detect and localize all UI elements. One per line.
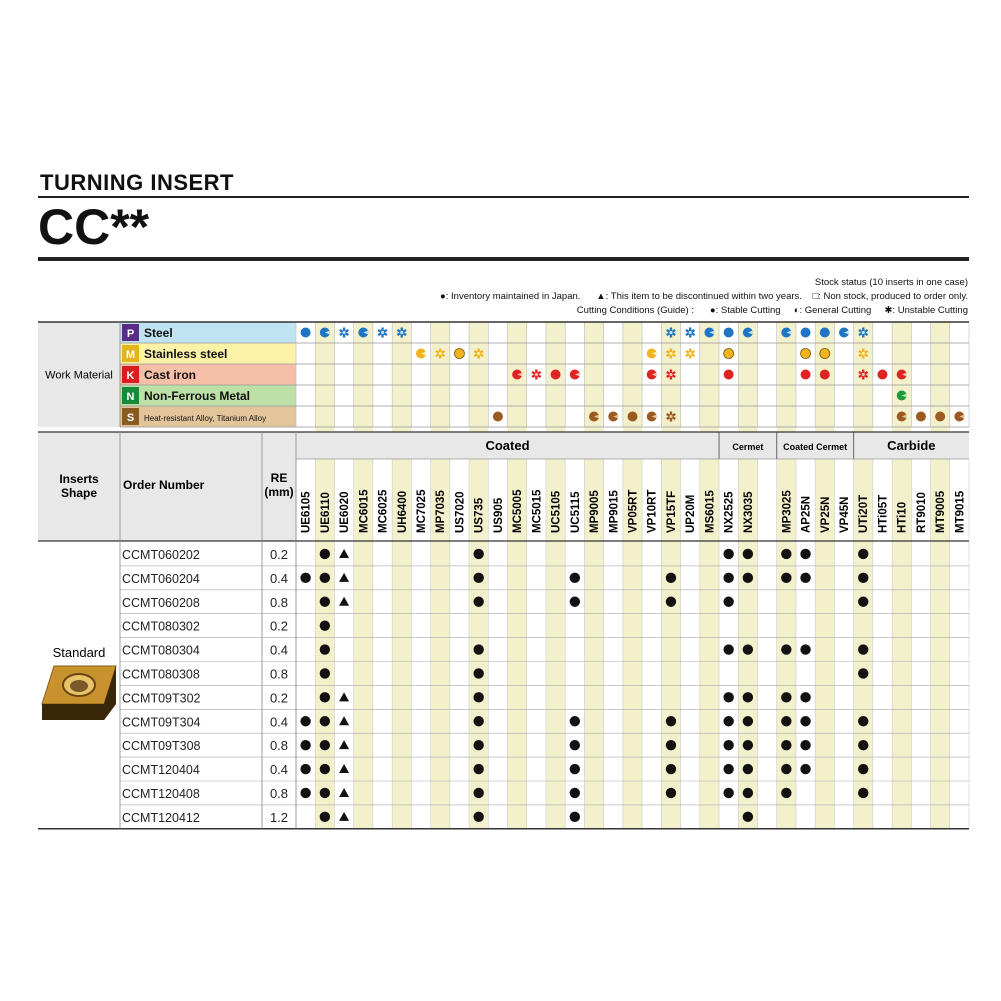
discontinue-triangle xyxy=(339,597,349,606)
category-title: TURNING INSERT xyxy=(40,170,234,195)
stock-dot xyxy=(320,597,330,607)
re-value: 0.8 xyxy=(269,594,289,610)
unstable-cutting-center xyxy=(669,373,672,376)
column-stripe xyxy=(623,322,642,829)
grade-name: UC5115 xyxy=(569,491,582,533)
grade-name: US735 xyxy=(473,497,486,533)
grade-name: UE6110 xyxy=(319,492,332,533)
stock-dot xyxy=(743,740,753,750)
grade-name: UH6400 xyxy=(396,490,409,533)
shape-name: Standard xyxy=(52,645,106,660)
unstable-cutting-center xyxy=(342,331,345,334)
insert-hole-inner xyxy=(70,680,88,692)
discontinued-note: ▲: This item to be discontinued within two years. xyxy=(596,291,802,302)
stock-dot xyxy=(800,764,810,774)
material-code: N xyxy=(126,391,135,403)
grade-name: NX3035 xyxy=(742,491,755,533)
order-number: CCMT09T302 xyxy=(122,691,201,706)
stock-dot xyxy=(723,597,733,607)
grade-name: VP25N xyxy=(819,496,832,533)
unstable-cutting-center xyxy=(400,331,403,334)
unstable-cutting-center xyxy=(535,373,538,376)
stock-dot xyxy=(723,764,733,774)
stock-dot xyxy=(858,740,868,750)
order-number: CCMT060204 xyxy=(122,571,200,586)
stable-cutting-mark xyxy=(801,349,811,359)
grade-name: UTi20T xyxy=(858,494,871,533)
grade-name: RT9010 xyxy=(915,492,928,533)
re-value: 0.4 xyxy=(269,570,289,586)
stock-dot xyxy=(781,788,791,798)
stock-dot xyxy=(723,644,733,654)
discontinue-triangle xyxy=(339,573,349,582)
re-value: 0.2 xyxy=(269,547,289,562)
unstable-cutting-center xyxy=(689,331,692,334)
stock-dot xyxy=(320,620,330,630)
grade-name: HTi10 xyxy=(896,501,909,533)
stable-cutting-mark xyxy=(724,349,734,359)
stock-dot xyxy=(300,573,310,583)
stock-dot xyxy=(320,788,330,798)
stable-cutting-mark xyxy=(801,328,811,338)
material-code: M xyxy=(125,349,136,361)
stock-dot xyxy=(743,788,753,798)
material-name: Steel xyxy=(144,326,173,340)
stock-dot xyxy=(320,812,330,822)
stable-cutting-mark xyxy=(724,370,734,380)
stock-dot xyxy=(320,716,330,726)
stock-dot xyxy=(800,573,810,583)
stock-dot xyxy=(723,692,733,702)
order-number: CCMT120404 xyxy=(122,763,200,778)
stock-dot xyxy=(473,573,483,583)
stock-dot xyxy=(570,597,580,607)
stock-dot xyxy=(781,549,791,559)
grade-name: MP9005 xyxy=(589,490,602,533)
re-value: 0.2 xyxy=(269,618,289,634)
material-code: K xyxy=(126,370,135,382)
stock-status-note: Stock status (10 inserts in one case) xyxy=(814,277,968,288)
grade-name: MC5015 xyxy=(531,489,544,533)
inserts-shape-label: Inserts xyxy=(59,472,99,486)
column-stripe xyxy=(431,322,450,829)
unstable-cutting-center xyxy=(381,331,384,334)
stock-dot xyxy=(473,692,483,702)
stock-dot xyxy=(666,597,676,607)
stock-dot xyxy=(473,716,483,726)
order-number: CCMT120408 xyxy=(122,787,200,801)
column-stripe xyxy=(392,322,411,829)
stock-dot xyxy=(300,716,310,726)
stock-dot xyxy=(781,740,791,750)
grade-name: VP05RT xyxy=(627,489,640,533)
stable-cutting-mark xyxy=(820,328,830,338)
stock-dot xyxy=(743,573,753,583)
product-title: CC** xyxy=(38,199,150,255)
column-stripe xyxy=(546,322,565,829)
stable-cutting-mark xyxy=(493,412,503,422)
stock-dot xyxy=(743,764,753,774)
order-number: CCMT120412 xyxy=(122,810,200,825)
inserts-shape-label: Shape xyxy=(60,486,98,500)
unstable-cutting-note: ✱: Unstable Cutting xyxy=(884,305,968,316)
re-label: RE xyxy=(270,471,288,485)
order-number: CCMT09T304 xyxy=(122,715,201,730)
stock-dot xyxy=(666,740,676,750)
stock-dot xyxy=(743,812,753,822)
ccmt-insert-icon xyxy=(42,666,116,720)
stock-dot xyxy=(781,692,791,702)
column-stripe xyxy=(815,322,834,829)
stock-dot xyxy=(858,597,868,607)
discontinue-triangle xyxy=(339,716,349,725)
grade-name: UP20M xyxy=(685,494,698,533)
stock-dot xyxy=(473,788,483,798)
grade-name: MC7025 xyxy=(415,489,428,533)
stable-cutting-mark xyxy=(724,328,734,338)
work-material-label: Work Material xyxy=(45,369,113,382)
stock-dot xyxy=(320,668,330,678)
group-header: Coated xyxy=(485,438,530,453)
re-value: 0.8 xyxy=(269,738,289,754)
group-header-bg xyxy=(296,432,969,459)
unstable-cutting-center xyxy=(862,352,865,355)
stable-cutting-mark xyxy=(935,412,945,422)
order-number: CCMT080302 xyxy=(122,619,200,634)
stock-dot xyxy=(666,788,676,798)
stock-dot xyxy=(781,716,791,726)
stock-dot xyxy=(723,716,733,726)
stock-dot xyxy=(320,740,330,750)
stable-cutting-mark xyxy=(301,328,311,338)
stock-dot xyxy=(473,740,483,750)
stock-dot xyxy=(723,788,733,798)
stock-dot xyxy=(723,549,733,559)
stock-dot xyxy=(666,716,676,726)
re-value: 0.8 xyxy=(269,786,289,801)
column-stripe xyxy=(584,322,603,829)
grade-name: UE6020 xyxy=(339,491,352,533)
stock-dot xyxy=(858,788,868,798)
column-stripe xyxy=(700,322,719,829)
stock-dot xyxy=(723,573,733,583)
unstable-cutting-center xyxy=(669,415,672,418)
stock-dot xyxy=(300,764,310,774)
stable-cutting-mark xyxy=(801,370,811,380)
order-number: CCMT060208 xyxy=(122,595,200,610)
grade-name: HTi05T xyxy=(877,494,890,533)
stable-cutting-note: ●: Stable Cutting xyxy=(709,305,781,316)
grade-name: US7020 xyxy=(454,491,467,533)
non-stock-note: □: Non stock, produced to order only. xyxy=(812,291,968,302)
discontinue-triangle xyxy=(339,812,349,821)
stock-dot xyxy=(858,764,868,774)
inventory-note: ●: Inventory maintained in Japan. xyxy=(440,291,581,302)
group-header: Carbide xyxy=(887,438,936,453)
grade-name: VP10RT xyxy=(646,489,659,533)
order-number-label: Order Number xyxy=(123,478,205,492)
stock-dot xyxy=(800,549,810,559)
re-value: 0.4 xyxy=(269,714,289,730)
stock-dot xyxy=(800,692,810,702)
unstable-cutting-center xyxy=(477,352,480,355)
re-value: 0.4 xyxy=(269,642,289,658)
stock-dot xyxy=(666,573,676,583)
stock-dot xyxy=(473,549,483,559)
grade-name: MT9015 xyxy=(954,490,967,533)
order-number: CCMT09T308 xyxy=(122,739,201,754)
unstable-cutting-center xyxy=(669,331,672,334)
stock-dot xyxy=(473,644,483,654)
material-name: Non-Ferrous Metal xyxy=(144,389,251,403)
unstable-cutting-center xyxy=(439,352,442,355)
stock-dot xyxy=(781,644,791,654)
grade-name: MT9005 xyxy=(935,490,948,533)
stable-cutting-mark xyxy=(916,412,926,422)
grade-name: VP45N xyxy=(839,496,852,533)
stock-dot xyxy=(743,692,753,702)
stock-dot xyxy=(570,788,580,798)
unstable-cutting-center xyxy=(862,373,865,376)
re-label: (mm) xyxy=(264,485,294,499)
grade-name: MP3025 xyxy=(781,490,794,533)
stock-dot xyxy=(800,740,810,750)
stock-dot xyxy=(858,668,868,678)
stable-cutting-mark xyxy=(877,370,887,380)
re-value: 0.4 xyxy=(269,762,289,778)
grade-name: MC5005 xyxy=(512,489,525,533)
stock-dot xyxy=(320,644,330,654)
stock-dot xyxy=(666,764,676,774)
stock-dot xyxy=(320,764,330,774)
stock-dot xyxy=(300,740,310,750)
stock-dot xyxy=(570,812,580,822)
stock-dot xyxy=(473,764,483,774)
order-number: CCMT060202 xyxy=(122,548,200,562)
group-header: Cermet xyxy=(732,442,764,452)
discontinue-triangle xyxy=(339,764,349,773)
stable-cutting-mark xyxy=(454,349,464,359)
grade-name: MS6015 xyxy=(704,490,717,533)
order-number: CCMT080308 xyxy=(122,667,200,682)
grade-name: MP9015 xyxy=(608,490,621,533)
stock-dot xyxy=(800,644,810,654)
grade-name: US905 xyxy=(492,497,505,533)
stock-dot xyxy=(781,764,791,774)
stock-dot xyxy=(300,788,310,798)
grade-name: MC6015 xyxy=(358,489,371,533)
stock-dot xyxy=(570,716,580,726)
stock-dot xyxy=(320,692,330,702)
stock-dot xyxy=(473,597,483,607)
stable-cutting-mark xyxy=(628,412,638,422)
material-name: Cast iron xyxy=(144,368,197,382)
stock-dot xyxy=(723,740,733,750)
stock-dot xyxy=(570,573,580,583)
stable-cutting-mark xyxy=(820,349,830,359)
stock-dot xyxy=(743,716,753,726)
stock-dot xyxy=(320,573,330,583)
stock-dot xyxy=(570,764,580,774)
grade-name: MP7035 xyxy=(435,490,448,533)
column-stripe xyxy=(931,322,950,829)
stock-dot xyxy=(320,549,330,559)
stock-dot xyxy=(858,549,868,559)
stock-dot xyxy=(858,573,868,583)
stock-dot xyxy=(473,668,483,678)
stock-dot xyxy=(800,716,810,726)
re-value: 0.8 xyxy=(269,666,289,682)
stock-dot xyxy=(858,644,868,654)
column-stripe xyxy=(354,322,373,829)
discontinue-triangle xyxy=(339,788,349,797)
material-name: Heat-resistant Alloy, Titanium Alloy xyxy=(144,414,267,423)
unstable-cutting-center xyxy=(669,352,672,355)
unstable-cutting-center xyxy=(862,331,865,334)
cutting-conditions-label: Cutting Conditions (Guide) : xyxy=(576,305,694,316)
group-header: Coated Cermet xyxy=(783,442,848,452)
stock-dot xyxy=(743,644,753,654)
column-stripe xyxy=(508,322,527,829)
general-cutting-note: ◐: General Cutting xyxy=(793,305,872,316)
unstable-cutting-center xyxy=(689,352,692,355)
stock-dot xyxy=(743,549,753,559)
grade-name: NX2525 xyxy=(723,491,736,533)
stock-dot xyxy=(570,740,580,750)
stock-dot xyxy=(858,716,868,726)
discontinue-triangle xyxy=(339,740,349,749)
stock-dot xyxy=(473,812,483,822)
order-number: CCMT080304 xyxy=(122,643,200,658)
re-value: 1.2 xyxy=(269,809,289,825)
grade-name: MC6025 xyxy=(377,489,390,533)
stable-cutting-mark xyxy=(551,370,561,380)
stable-cutting-mark xyxy=(820,370,830,380)
grade-name: UC5105 xyxy=(550,490,563,533)
material-name: Stainless steel xyxy=(144,347,228,361)
discontinue-triangle xyxy=(339,692,349,701)
stock-dot xyxy=(781,573,791,583)
grade-name: VP15TF xyxy=(665,490,678,533)
re-value: 0.2 xyxy=(269,690,289,706)
material-code: P xyxy=(126,328,135,340)
discontinue-triangle xyxy=(339,549,349,558)
material-code: S xyxy=(126,412,135,424)
grade-name: AP25N xyxy=(800,495,813,533)
grade-name: UE6105 xyxy=(300,491,313,533)
